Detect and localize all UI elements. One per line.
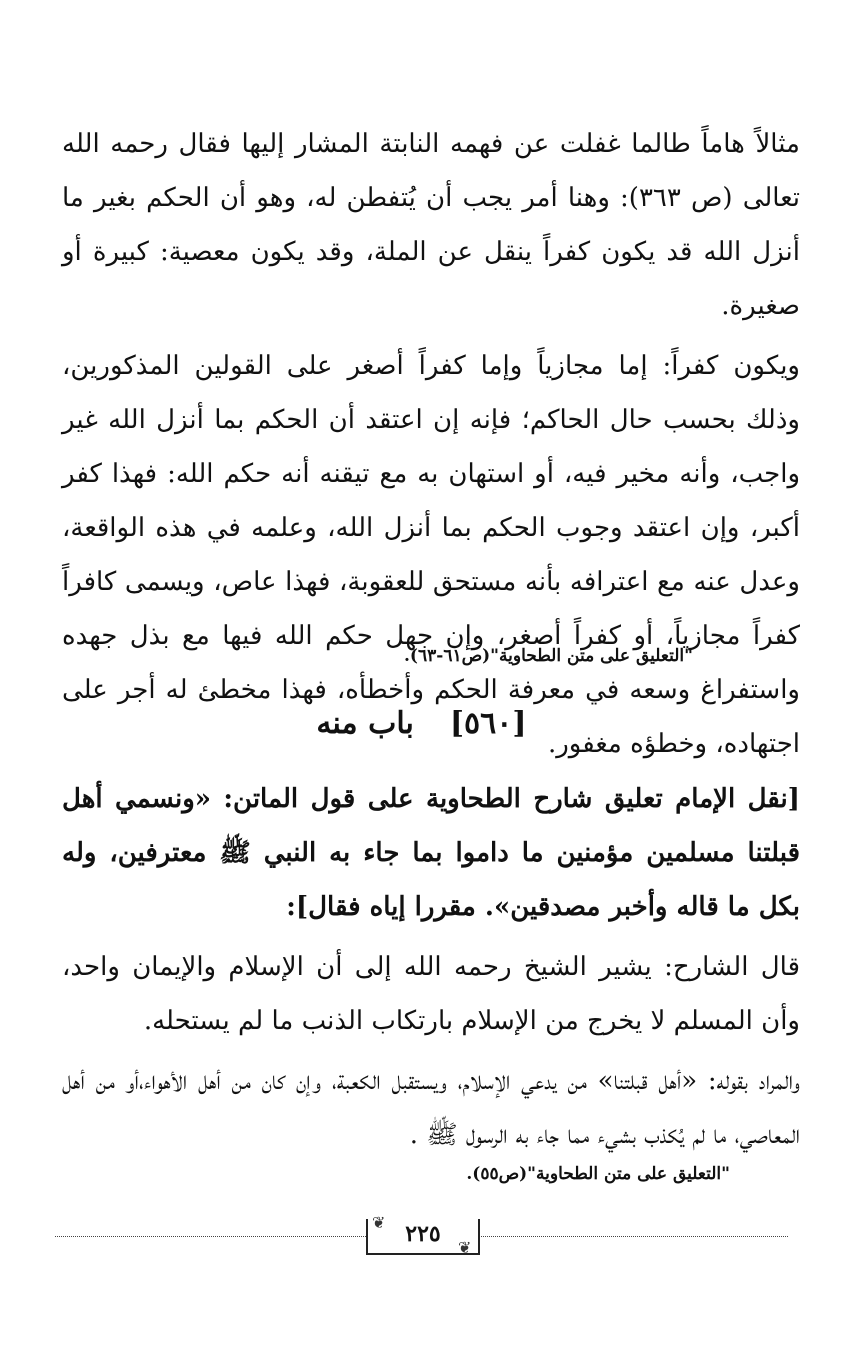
intro-paragraph: [نقل الإمام تعليق شارح الطحاوية على قول الماتن: «ونسمي أهل قبلتنا مسلمين مؤمنين ما داموا بما جاء به النبي ﷺ معترفين، وله بكل ما قاله وأخبر مصدقين». مقررا إياه فقال]: [62, 784, 801, 922]
body-text-2 [62, 772, 800, 1162]
paragraph: مثالاً هاماً طالما غفلت عن فهمه النابتة المشار إليها فقال رحمه الله تعالى (ص ٣٦٣): وهنا أمر يجب أن يُتفطن له، وهو أن الحكم بغير ما أنزل الله قد يكون كفراً ينقل عن الملة، وقد يكون معصية: كبيرة أو صغيرة. [62, 129, 801, 321]
footer-rule-left [55, 1236, 366, 1237]
paragraph: والمراد بقوله: «أهل قبلتنا» من يدعي الإسلام، ويستقبل الكعبة، وإن كان من أهل الأهواء،أو من أهل المعاصي، ما لم يُكذب بشيء مما جاء به الرسول ﷺ . [62, 1066, 800, 1150]
paragraph: ويكون كفراً: إما مجازياً وإما كفراً أصغر على القولين المذكورين، وذلك بحسب حال الحاكم؛ فإنه إن اعتقد أن الحكم بما أنزل الله غير واجب، وأنه مخير فيه، أو استهان به مع تيقنه أنه حكم الله: فهذا كفر أكبر، وإن اعتقد وجوب الحكم بما أنزل الله، وعلمه في هذه الواقعة، وعدل عنه مع اعترافه بأنه مستحق للعقوبة، فهذا عاص، ويسمى كافراً كفراً مجازياً، أو كفراً أصغر، وإن جهل حكم الله فيها مع بذل جهده واستفراغ وسعه في معرفة الحكم وأخطأه، فهذا مخطئ له أجر على اجتهاده، وخطؤه مغفور. [62, 351, 800, 759]
footer-rule-right [478, 1236, 788, 1237]
page-number: ٢٢٥ [366, 1219, 480, 1255]
body-text-1 [62, 117, 800, 771]
chapter-heading [0, 706, 843, 741]
chapter-title: باب منه [316, 706, 414, 741]
ornament-icon: ❦ [372, 1213, 386, 1232]
paragraph: قال الشارح: يشير الشيخ رحمه الله إلى أن الإسلام والإيمان واحد، وأن المسلم لا يخرج من الإسلام بارتكاب الذنب ما لم يستحله. [62, 952, 800, 1036]
source-citation: "التعليق على متن الطحاوية"(ص٥٥). [466, 1164, 730, 1184]
source-citation: "التعليق على متن الطحاوية"(ص٦١-٦٣). [404, 646, 693, 666]
ornament-icon: ❦ [458, 1238, 472, 1257]
chapter-number: [٥٦٠] [449, 706, 527, 741]
